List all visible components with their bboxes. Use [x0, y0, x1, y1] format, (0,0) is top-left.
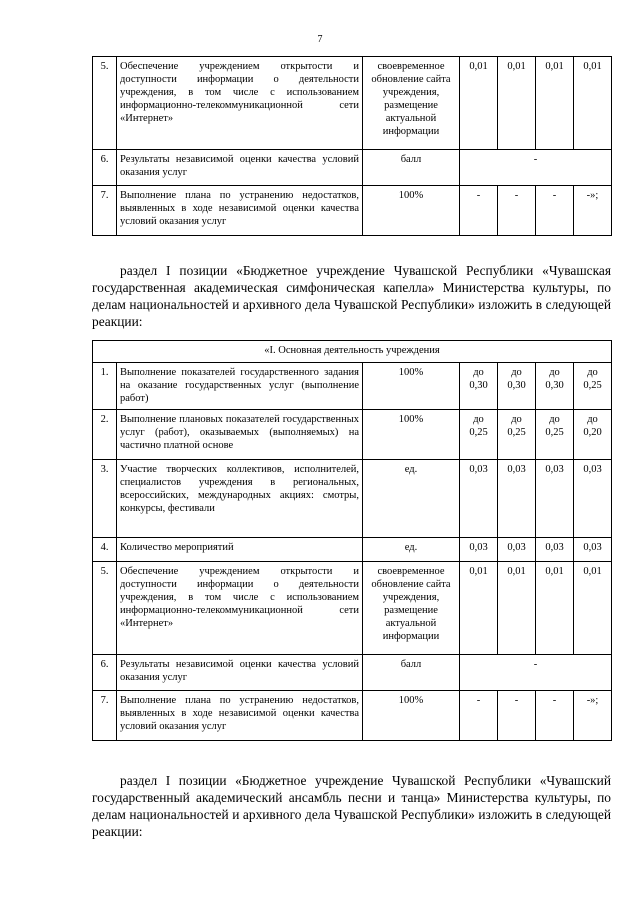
row-description: Результаты независимой оценки качества условий оказания услуг — [117, 150, 363, 186]
table-row — [93, 655, 612, 691]
row-value: 0,03 — [460, 460, 498, 538]
table-row — [93, 186, 612, 236]
row-unit: балл — [363, 150, 460, 186]
row-unit: своевременное обновление сайта учреждения, размещение актуальной информации — [363, 562, 460, 655]
table-row — [93, 150, 612, 186]
row-value: 0,01 — [574, 57, 612, 150]
indicators-table-1 — [92, 56, 612, 236]
row-number: 7. — [93, 186, 117, 236]
row-value: 0,01 — [498, 57, 536, 150]
row-number: 2. — [93, 410, 117, 460]
row-value: до 0,30 — [498, 363, 536, 410]
table-row — [93, 691, 612, 741]
row-value: до 0,25 — [574, 363, 612, 410]
row-value: 0,03 — [536, 460, 574, 538]
row-number: 5. — [93, 57, 117, 150]
row-value: 0,01 — [460, 562, 498, 655]
row-description: Выполнение плановых показателей государственных услуг (работ), оказываемых (выполняемых) на частично платной основе — [117, 410, 363, 460]
row-value: - — [498, 691, 536, 741]
indicators-table-2 — [92, 340, 612, 741]
row-value: до 0,25 — [536, 410, 574, 460]
row-value: 0,03 — [536, 538, 574, 562]
row-value: - — [460, 186, 498, 236]
row-value: 0,03 — [460, 538, 498, 562]
row-unit: 100% — [363, 363, 460, 410]
row-unit: своевременное обновление сайта учреждения, размещение актуальной информации — [363, 57, 460, 150]
row-value: 0,03 — [498, 460, 536, 538]
amendment-paragraph-1: раздел I позиции «Бюджетное учреждение Чувашской Республики «Чувашская государственная академическая симфоническая капелла» Министерства культуры, по делам национальностей и архивного дела Чувашской Республики» изложить в следующей реакции: — [92, 263, 611, 329]
row-value: 0,03 — [498, 538, 536, 562]
row-description: Участие творческих коллективов, исполнителей, специалистов учреждения в региональных, всероссийских, международных акциях: смотры, конкурсы, фестивали — [117, 460, 363, 538]
row-unit: ед. — [363, 460, 460, 538]
row-number: 3. — [93, 460, 117, 538]
row-value: 0,01 — [460, 57, 498, 150]
row-value: 0,03 — [574, 538, 612, 562]
row-description: Обеспечение учреждением открытости и доступности информации о деятельности учреждения, в том числе с использованием информационно-телекоммуникационной сети «Интернет» — [117, 562, 363, 655]
row-value: -»; — [574, 186, 612, 236]
row-value: до 0,30 — [536, 363, 574, 410]
page-number: 7 — [317, 34, 323, 45]
table-row — [93, 410, 612, 460]
table-row — [93, 562, 612, 655]
row-value: до 0,20 — [574, 410, 612, 460]
row-value: 0,03 — [574, 460, 612, 538]
row-number: 1. — [93, 363, 117, 410]
table-row — [93, 538, 612, 562]
table-row — [93, 57, 612, 150]
row-value: - — [460, 691, 498, 741]
row-value: - — [498, 186, 536, 236]
row-number: 6. — [93, 655, 117, 691]
row-description: Результаты независимой оценки качества условий оказания услуг — [117, 655, 363, 691]
row-number: 4. — [93, 538, 117, 562]
row-value: 0,01 — [536, 57, 574, 150]
row-value: 0,01 — [498, 562, 536, 655]
row-description: Выполнение плана по устранению недостатков, выявленных в ходе независимой оценки качества условий оказания услуг — [117, 691, 363, 741]
row-unit: балл — [363, 655, 460, 691]
row-unit: 100% — [363, 691, 460, 741]
table-row — [93, 363, 612, 410]
row-number: 7. — [93, 691, 117, 741]
row-value: -»; — [574, 691, 612, 741]
row-value: до 0,25 — [460, 410, 498, 460]
row-unit: 100% — [363, 186, 460, 236]
row-description: Выполнение плана по устранению недостатков, выявленных в ходе независимой оценки качества условий оказания услуг — [117, 186, 363, 236]
table-header-row — [93, 341, 612, 363]
row-value: 0,01 — [574, 562, 612, 655]
table-row — [93, 460, 612, 538]
row-unit: ед. — [363, 538, 460, 562]
row-value: до 0,30 — [460, 363, 498, 410]
row-number: 6. — [93, 150, 117, 186]
section-heading: «I. Основная деятельность учреждения — [93, 341, 612, 363]
row-unit: 100% — [363, 410, 460, 460]
row-description: Выполнение показателей государственного задания на оказание государственных услуг (выполнение работ) — [117, 363, 363, 410]
row-merged-value: - — [460, 150, 612, 186]
row-number: 5. — [93, 562, 117, 655]
row-value: до 0,25 — [498, 410, 536, 460]
row-description: Количество мероприятий — [117, 538, 363, 562]
row-value: 0,01 — [536, 562, 574, 655]
row-value: - — [536, 691, 574, 741]
row-value: - — [536, 186, 574, 236]
row-description: Обеспечение учреждением открытости и доступности информации о деятельности учреждения, в том числе с использованием информационно-телекоммуникационной сети «Интернет» — [117, 57, 363, 150]
row-merged-value: - — [460, 655, 612, 691]
amendment-paragraph-2: раздел I позиции «Бюджетное учреждение Чувашской Республики «Чувашский государственный академический ансамбль песни и танца» Министерства культуры, по делам национальностей и архивного дела Чувашской Республики» изложить в следующей реакции: — [92, 773, 611, 839]
